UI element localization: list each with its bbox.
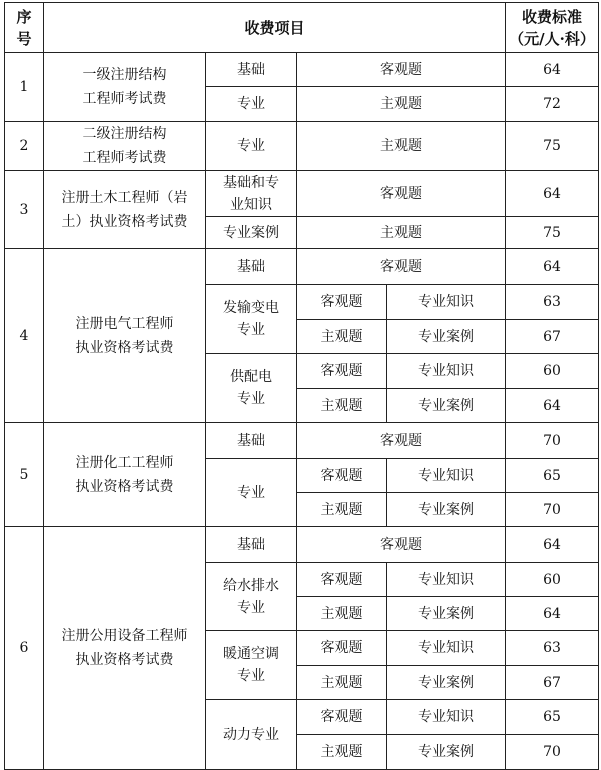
fee-cell: 67	[506, 666, 599, 700]
question-type-cell: 客观题	[297, 700, 387, 735]
question-type-cell: 主观题	[297, 597, 387, 631]
fee-cell: 60	[506, 563, 599, 597]
exam-name-cell: 注册土木工程师（岩 土）执业资格考试费	[44, 171, 206, 249]
header-standard: 收费标准 （元/人·科）	[506, 3, 599, 53]
subject-cell: 基础	[206, 53, 297, 87]
question-type-cell: 主观题	[297, 389, 387, 423]
subject-cell: 专业	[206, 122, 297, 171]
seq-cell: 1	[5, 53, 44, 122]
fee-standard-table	[4, 2, 599, 770]
subject-cell: 动力专业	[206, 700, 297, 770]
question-type-cell: 客观题	[297, 423, 506, 459]
fee-cell: 72	[506, 87, 599, 122]
question-type-cell: 客观题	[297, 527, 506, 563]
question-type-cell: 客观题	[297, 563, 387, 597]
header-item: 收费项目	[44, 3, 506, 53]
table-row	[5, 122, 599, 171]
table-row	[5, 171, 599, 217]
fee-cell: 63	[506, 285, 599, 320]
exam-kind-cell: 专业知识	[387, 285, 506, 320]
seq-cell: 2	[5, 122, 44, 171]
question-type-cell: 客观题	[297, 354, 387, 389]
exam-kind-cell: 专业知识	[387, 563, 506, 597]
subject-cell: 发输变电 专业	[206, 285, 297, 354]
fee-cell: 70	[506, 493, 599, 527]
seq-cell: 5	[5, 423, 44, 527]
exam-kind-cell: 专业案例	[387, 389, 506, 423]
question-type-cell: 主观题	[297, 87, 506, 122]
seq-cell: 3	[5, 171, 44, 249]
fee-cell: 67	[506, 320, 599, 354]
question-type-cell: 客观题	[297, 53, 506, 87]
question-type-cell: 客观题	[297, 459, 387, 493]
subject-cell: 暖通空调 专业	[206, 631, 297, 700]
question-type-cell: 客观题	[297, 249, 506, 285]
subject-cell: 基础	[206, 423, 297, 459]
exam-name-cell: 二级注册结构 工程师考试费	[44, 122, 206, 171]
fee-cell: 63	[506, 631, 599, 666]
exam-name-cell: 一级注册结构 工程师考试费	[44, 53, 206, 122]
fee-cell: 75	[506, 122, 599, 171]
fee-cell: 64	[506, 249, 599, 285]
subject-cell: 给水排水 专业	[206, 563, 297, 631]
exam-name-cell: 注册化工工程师 执业资格考试费	[44, 423, 206, 527]
fee-cell: 70	[506, 735, 599, 770]
exam-kind-cell: 专业案例	[387, 597, 506, 631]
exam-kind-cell: 专业案例	[387, 320, 506, 354]
exam-name-cell: 注册电气工程师 执业资格考试费	[44, 249, 206, 423]
fee-cell: 64	[506, 171, 599, 217]
subject-cell: 专业案例	[206, 217, 297, 249]
exam-name-cell: 注册公用设备工程师 执业资格考试费	[44, 527, 206, 770]
subject-cell: 基础	[206, 527, 297, 563]
fee-cell: 64	[506, 527, 599, 563]
fee-cell: 60	[506, 354, 599, 389]
header-seq: 序 号	[5, 3, 44, 53]
question-type-cell: 客观题	[297, 631, 387, 666]
subject-cell: 专业	[206, 87, 297, 122]
subject-cell: 基础和专 业知识	[206, 171, 297, 217]
subject-cell: 专业	[206, 459, 297, 527]
subject-cell: 供配电 专业	[206, 354, 297, 423]
fee-cell: 65	[506, 700, 599, 735]
header-row	[5, 3, 599, 53]
question-type-cell: 客观题	[297, 171, 506, 217]
fee-cell: 65	[506, 459, 599, 493]
subject-cell: 基础	[206, 249, 297, 285]
fee-cell: 75	[506, 217, 599, 249]
exam-kind-cell: 专业知识	[387, 631, 506, 666]
fee-cell: 64	[506, 597, 599, 631]
table-row	[5, 53, 599, 87]
exam-kind-cell: 专业案例	[387, 666, 506, 700]
fee-cell: 70	[506, 423, 599, 459]
table-row	[5, 527, 599, 563]
exam-kind-cell: 专业知识	[387, 354, 506, 389]
seq-cell: 6	[5, 527, 44, 770]
fee-cell: 64	[506, 53, 599, 87]
question-type-cell: 主观题	[297, 217, 506, 249]
exam-kind-cell: 专业知识	[387, 700, 506, 735]
exam-kind-cell: 专业案例	[387, 493, 506, 527]
question-type-cell: 主观题	[297, 735, 387, 770]
fee-cell: 64	[506, 389, 599, 423]
question-type-cell: 客观题	[297, 285, 387, 320]
question-type-cell: 主观题	[297, 122, 506, 171]
exam-kind-cell: 专业案例	[387, 735, 506, 770]
exam-kind-cell: 专业知识	[387, 459, 506, 493]
table-row	[5, 423, 599, 459]
question-type-cell: 主观题	[297, 493, 387, 527]
question-type-cell: 主观题	[297, 320, 387, 354]
table-row	[5, 249, 599, 285]
seq-cell: 4	[5, 249, 44, 423]
question-type-cell: 主观题	[297, 666, 387, 700]
